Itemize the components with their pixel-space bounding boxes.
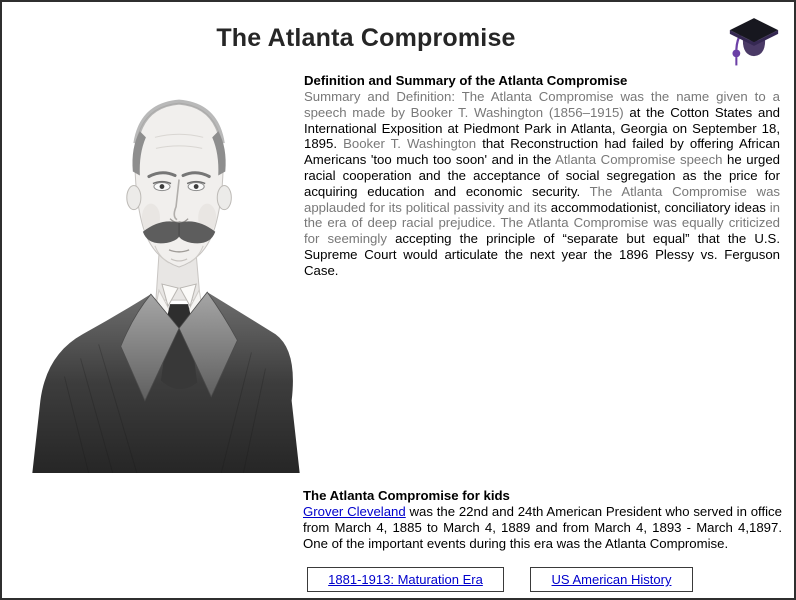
text-segment: in the era of deep racial prejudice. The Atlanta Compromise was equally criticized for seemingly — [304, 199, 780, 247]
text-segment: that Reconstruction had failed by offering African Americans 'too much too soon' and in the — [304, 136, 780, 168]
footer-nav — [307, 567, 693, 592]
kids-heading: The Atlanta Compromise for kids — [303, 488, 510, 503]
text-segment: Booker T. Washington — [343, 136, 483, 152]
graduation-cap-icon — [728, 16, 780, 74]
us-american-history-link[interactable]: US American History — [551, 572, 672, 587]
page-title: The Atlanta Compromise — [216, 24, 516, 52]
main-area — [2, 53, 794, 478]
kids-section — [303, 488, 782, 551]
summary-section — [304, 65, 780, 279]
summary-paragraph — [304, 89, 780, 279]
grover-cleveland-link[interactable]: Grover Cleveland — [303, 504, 406, 519]
nav-box-maturation-era — [307, 567, 504, 592]
kids-text: was the 22nd and 24th American President who served in office from March 4, 1885 to March 4, 1889 and from March 4, 1893 - March 4,1897. One of the important events during this era was the Atlanta Compromise. — [303, 504, 782, 551]
text-segment: at the Cotton States and International Exposition at Piedmont Park in Atlanta, Georgia on September 18, 1895. — [304, 104, 780, 152]
text-segment: accommodationist, conciliatory ideas — [550, 199, 770, 215]
text-segment: Summary and Definition: The Atlanta Compromise was the name given to a speech made by Booker T. Washington (1856–1915) — [304, 89, 780, 120]
grover-cleveland-portrait — [28, 75, 304, 478]
maturation-era-link[interactable]: 1881-1913: Maturation Era — [328, 572, 483, 587]
summary-heading: Definition and Summary of the Atlanta Compromise — [304, 73, 628, 88]
text-segment: he urged racial cooperation and the acceptance of social segregation as the price for acquiring education and economic security. — [304, 152, 780, 199]
kids-paragraph — [303, 504, 782, 551]
text-segment: Atlanta Compromise speech — [555, 152, 728, 168]
text-segment: The Atlanta Compromise was applauded for its political passivity and its — [304, 183, 780, 215]
text-segment: accepting the principle of “separate but equal” that the U.S. Supreme Court would articulate the next year the 1896 Plessy vs. Ferguson Case. — [304, 231, 780, 278]
nav-box-us-american-history — [530, 567, 693, 592]
